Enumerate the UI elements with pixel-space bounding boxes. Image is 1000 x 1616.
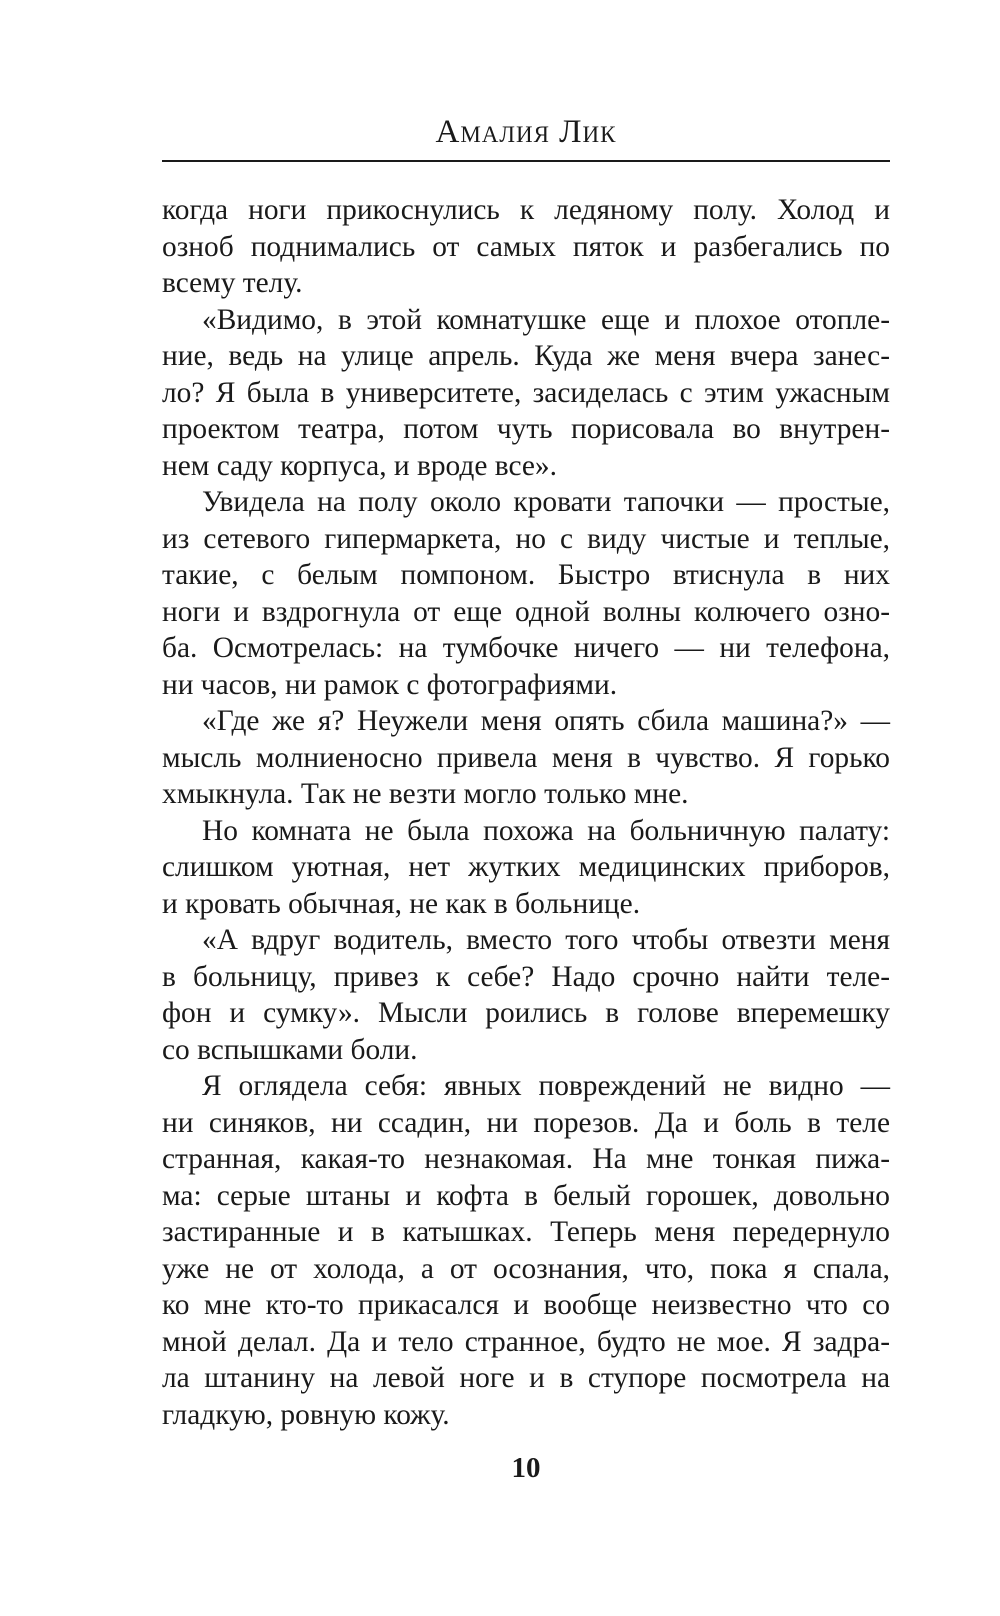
text-line: ноги и вздрогнула от еще одной волны колючего озно- [162, 595, 890, 628]
text-line: гладкую, ровную кожу. [162, 1398, 450, 1431]
text-line: уже не от холода, а от осознания, что, пока я спала, [162, 1252, 890, 1285]
text-line: Увидела на полу около кровати тапочки — простые, [202, 486, 890, 518]
text-line: странная, какая-то незнакомая. На мне тонкая пижа- [162, 1143, 890, 1175]
text-line: «А вдруг водитель, вместо того чтобы отвезти меня [202, 924, 890, 956]
text-line: ма: серые штаны и кофта в белый горошек, довольно [162, 1179, 890, 1212]
text-line: ни синяков, ни ссадин, ни порезов. Да и боль в теле [162, 1106, 890, 1139]
text-line: нем саду корпуса, и вроде все». [162, 449, 557, 482]
text-line: фон и сумку». Мысли роились в голове вперемешку [162, 997, 890, 1029]
text-line: всему телу. [162, 267, 303, 299]
text-line: когда ноги прикоснулись к ледяному полу. Холод и [162, 194, 890, 226]
text-line: ло? Я была в университете, засиделась с этим ужасным [162, 376, 890, 409]
text-line: ние, ведь на улице апрель. Куда же меня вчера занес- [162, 340, 890, 372]
text-line: застиранные и в катышках. Теперь меня передернуло [162, 1216, 890, 1248]
text-line: Я оглядела себя: явных повреждений не видно — [202, 1070, 890, 1102]
text-line: в больницу, привез к себе? Надо срочно найти теле- [162, 960, 890, 993]
text-line: проектом театра, потом чуть порисовала во внутрен- [162, 413, 890, 445]
text-line: ни часов, ни рамок с фотографиями. [162, 668, 618, 701]
header-rule [162, 160, 890, 162]
text-line: хмыкнула. Так не везти могло только мне. [162, 778, 689, 810]
text-line: Но комната не была похожа на больничную палату: [202, 814, 890, 847]
text-line: и кровать обычная, не как в больнице. [162, 887, 641, 920]
text-line: слишком уютная, нет жутких медицинских приборов, [162, 851, 890, 883]
text-line: «Где же я? Неужели меня опять сбила машина?» — [202, 705, 890, 737]
text-line: ко мне кто-то прикасался и вообще неизвестно что со [162, 1289, 890, 1321]
body-text [162, 192, 890, 1433]
page-number: 10 [511, 1452, 541, 1484]
text-line: такие, с белым помпоном. Быстро втиснула в них [162, 559, 890, 591]
text-line: со вспышками боли. [162, 1033, 418, 1066]
running-head-author: Амалия Лик [435, 114, 617, 150]
text-line: «Видимо, в этой комнатушке еще и плохое отопле- [202, 303, 890, 336]
text-line: ла штанину на левой ноге и в ступоре посмотрела на [162, 1362, 890, 1394]
text-line: ба. Осмотрелась: на тумбочке ничего — ни телефона, [162, 632, 890, 664]
text-line: мной делал. Да и тело странное, будто не мое. Я задра- [162, 1325, 890, 1358]
text-line: озноб поднимались от самых пяток и разбегались по [162, 230, 890, 263]
text-line: мысль молниеносно привела меня в чувство. Я горько [162, 741, 890, 774]
text-line: из сетевого гипермаркета, но с виду чистые и теплые, [162, 522, 890, 555]
